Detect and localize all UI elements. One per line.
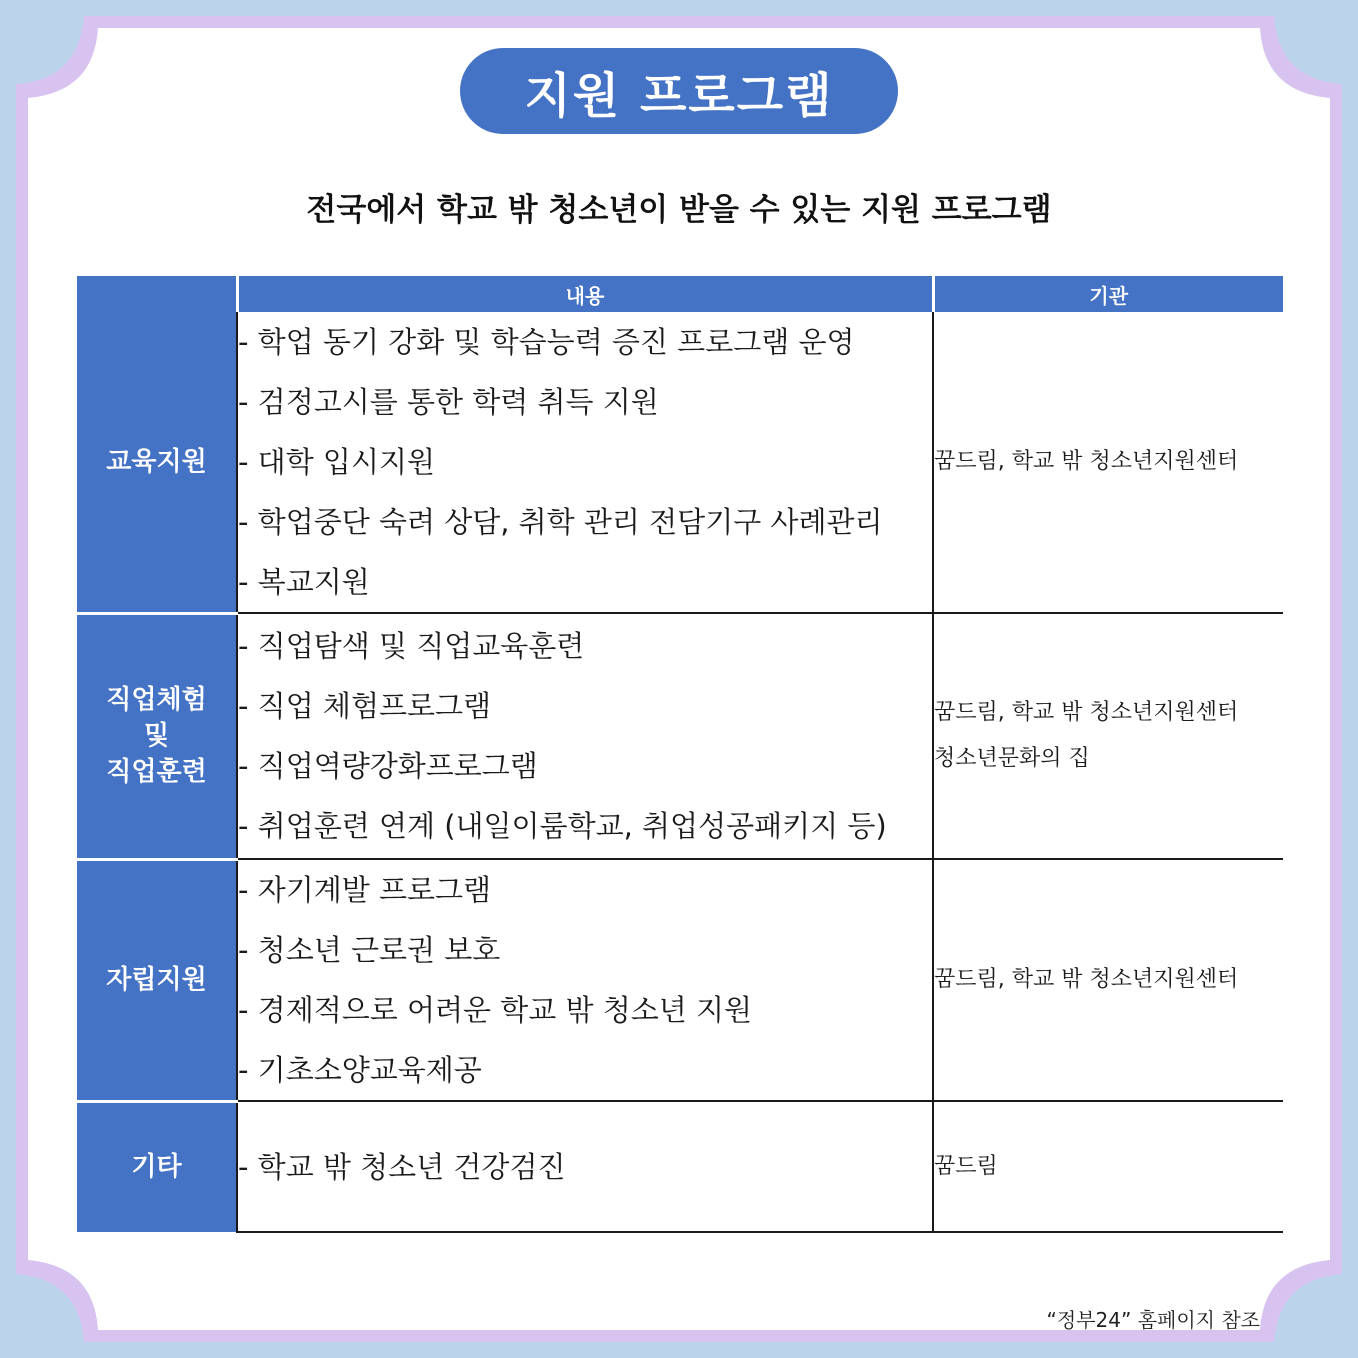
organization-text: 꿈드림	[934, 1153, 998, 1179]
list-item: - 직업 체험프로그램	[238, 689, 492, 723]
category-label: 직업체험	[106, 685, 207, 715]
content-cell	[237, 859, 933, 1101]
category-cell	[77, 312, 237, 613]
list-item: - 학교 밖 청소년 건강검진	[238, 1149, 566, 1184]
title-banner: 지원 프로그램	[460, 48, 898, 134]
organization-cell	[933, 1101, 1283, 1232]
organization-text: 꿈드림, 학교 밖 청소년지원센터	[934, 700, 1239, 725]
table-row-independence	[77, 859, 1283, 1101]
content-cell	[237, 312, 933, 613]
category-label: 자립지원	[106, 965, 207, 995]
header-empty	[77, 276, 237, 312]
category-label: 교육지원	[106, 446, 207, 477]
page-subtitle: 전국에서 학교 밖 청소년이 받을 수 있는 지원 프로그램	[306, 192, 1052, 228]
category-cell	[77, 1101, 237, 1232]
list-item: - 학업 동기 강화 및 학습능력 증진 프로그램 운영	[238, 325, 855, 359]
list-item: - 학업중단 숙려 상담, 취학 관리 전담기구 사례관리	[238, 505, 883, 539]
category-label: 및	[143, 721, 170, 751]
content-cell	[237, 1101, 933, 1232]
organization-text: 꿈드림, 학교 밖 청소년지원센터	[934, 967, 1239, 992]
organization-cell	[933, 859, 1283, 1101]
list-item: - 자기계발 프로그램	[238, 873, 492, 907]
list-item: - 기초소양교육제공	[238, 1053, 482, 1087]
category-cell	[77, 613, 237, 859]
support-program-table	[77, 276, 1283, 1233]
source-footnote: “정부24” 홈페이지 참조	[1046, 1308, 1260, 1332]
list-item: - 취업훈련 연계 (내일이룸학교, 취업성공패키지 등)	[238, 809, 887, 843]
organization-text: 청소년문화의 집	[934, 746, 1090, 771]
table-row-education	[77, 312, 1283, 613]
content-cell	[237, 613, 933, 859]
organization-cell	[933, 312, 1283, 613]
header-organization: 기관	[933, 276, 1283, 312]
list-item: - 복교지원	[238, 565, 370, 599]
header-content: 내용	[237, 276, 933, 312]
list-item: - 경제적으로 어려운 학교 밖 청소년 지원	[238, 993, 752, 1027]
category-label: 기타	[131, 1152, 182, 1183]
table-row-etc	[77, 1101, 1283, 1232]
table-header-row	[77, 276, 1283, 312]
category-cell	[77, 859, 237, 1101]
list-item: - 청소년 근로권 보호	[238, 933, 501, 967]
list-item: - 직업탐색 및 직업교육훈련	[238, 629, 585, 663]
category-label: 직업훈련	[106, 757, 207, 787]
table-row-vocational	[77, 613, 1283, 859]
list-item: - 대학 입시지원	[238, 445, 435, 479]
organization-text: 꿈드림, 학교 밖 청소년지원센터	[934, 449, 1239, 474]
list-item: - 직업역량강화프로그램	[238, 749, 538, 783]
list-item: - 검정고시를 통한 학력 취득 지원	[238, 385, 659, 419]
organization-cell	[933, 613, 1283, 859]
